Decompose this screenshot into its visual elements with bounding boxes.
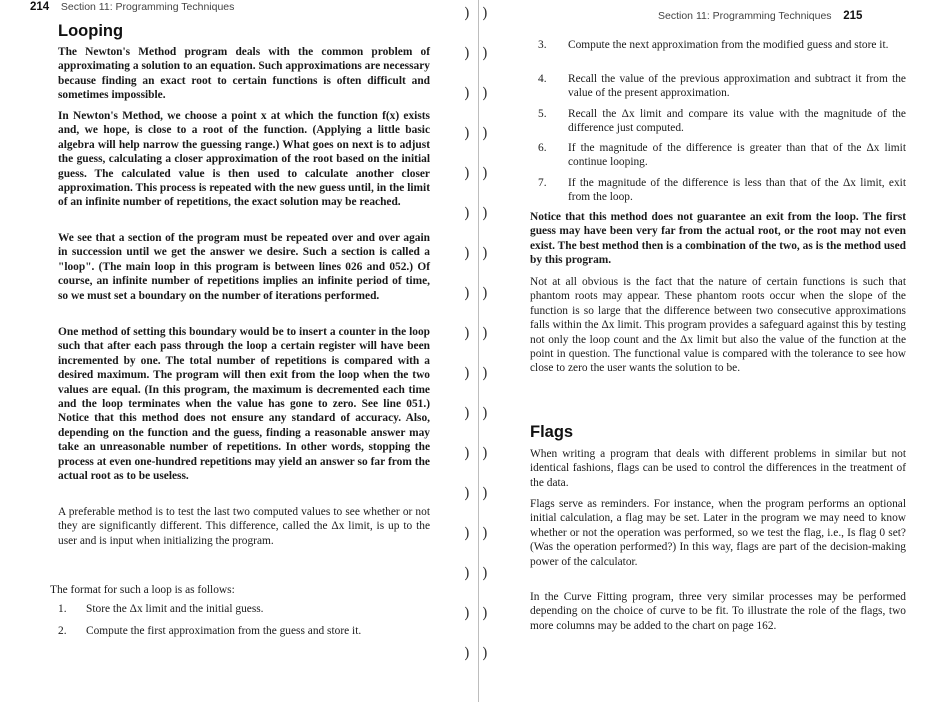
left-page	[0, 0, 460, 702]
right-page-number: 215	[843, 10, 863, 22]
left-paragraph-1: The Newton's Method program deals with the common problem of approximating a solution to an equation. Such approximations are necessary because finding an exact root to certain functions is often difficult and sometimes impossible.	[58, 46, 430, 102]
heading-looping: Looping	[58, 22, 124, 40]
list-item-text: Recall the value of the previous approximation and subtract it from the value of the present approximation.	[568, 73, 906, 100]
right-section-title: Section 11: Programming Techniques	[658, 10, 832, 22]
list-item-text: Compute the next approximation from the modified guess and store it.	[568, 39, 889, 51]
right-page	[500, 0, 950, 702]
right-paragraph-5: In the Curve Fitting program, three very similar processes may be performed depending on the choice of curve to be fit. To illustrate the role of the flags, two more columns may be added to the chart on page 162.	[530, 591, 906, 632]
right-paragraph-4: Flags serve as reminders. For instance, when the program performs an optional initial calculation, a flag may be set. Later in the program we may need to know whether or not the operation was performed, so we test the flag, i.e., Is flag 0 set? (Was the operation performed?) In this way, flags are part of the decision-making power of the calculator.	[530, 498, 906, 568]
left-page-number: 214	[30, 1, 50, 13]
right-running-head	[658, 10, 862, 22]
list-item-text: Recall the Δx limit and compare its value with the magnitude of the difference just computed.	[568, 108, 906, 135]
list-item-text: If the magnitude of the difference is less than that of the Δx limit, exit from the loop.	[568, 177, 906, 204]
right-paragraph-3: When writing a program that deals with different problems in similar but not identical fashions, flags can be used to control the differences in the treatment of the data.	[530, 448, 906, 489]
list-item-text: Store the Δx limit and the initial guess.	[86, 603, 264, 615]
list-item-number: 2.	[58, 625, 67, 637]
list-item-number: 6.	[538, 142, 547, 154]
left-paragraph-5: A preferable method is to test the last two computed values to see whether or not they are significantly different. This difference, called the Δx limit, is up to the user and is input when initializing the program.	[58, 506, 430, 547]
book-gutter: ) ) ) ) ) ) ) ) ) ) ) ) ) ) ) ) ) ) ) ) ) ) ) ) ) ) ) ) ) ) ) ) ) )	[448, 0, 500, 702]
left-paragraph-3: We see that a section of the program must be repeated over and over again in succession until we get the answer we desire. Such a section is called a "loop". (The main loop in this program is between lines 026 and 052.) Of course, an infinite number of repetitions implies an infinite period of time, so we must set a boundary on the number of iterations performed.	[58, 232, 430, 302]
left-section-title: Section 11: Programming Techniques	[60, 1, 235, 13]
list-item-text: Compute the first approximation from the guess and store it.	[86, 625, 362, 637]
list-item-text: If the magnitude of the difference is greater than that of the Δx limit continue looping.	[568, 142, 906, 169]
left-paragraph-4: One method of setting this boundary would be to insert a counter in the loop such that after each pass through the loop a certain register will have been incremented by one. The total number of repetitions is compared with a desired maximum. The program will then exit from the loop when the two values are equal. (In this program, the maximum is decremented each time and the loop terminates when the value has gone to zero. See line 051.) Notice that this method does not ensure any standard of accuracy. Also, depending on the function and the guess, finding a reasonable answer may take an unreasonable number of repetitions. In other words, stopping the process at even one-hundred repetitions may yield an answer so far from the actual root as to be useless.	[58, 326, 430, 483]
left-running-head	[30, 1, 234, 13]
left-paragraph-2: In Newton's Method, we choose a point x at which the function f(x) exists and, we hope, is close to a root of the function. (Applying a little basic algebra will help narrow the guessing range.) What goes on next is to adjust the guess, calculating a closer approximation of the root based on the initial guess. The calculated value is then used to calculate another closer approximation. This process is repeated with the new guess until, in the limit of an infinite number of repetitions, the exact solution may be reached.	[58, 110, 430, 209]
heading-flags: Flags	[530, 423, 574, 441]
list-item-number: 4.	[538, 73, 547, 85]
gutter-fold-line	[478, 0, 479, 702]
right-paragraph-1: Notice that this method does not guarantee an exit from the loop. The first guess may have been very far from the actual root, or the root may not even exist. The best method then is a combination of the two, as is the method used by this program.	[530, 211, 906, 267]
list-item-number: 3.	[538, 39, 547, 51]
right-paragraph-2: Not at all obvious is the fact that the nature of certain functions is such that phantom roots may appear. These phantom roots occur when the slope of the function is so large that the difference between two consecutive approximations falls within the Δx limit. This program provides a safeguard against this by testing not only the loop count and the Δx limit but also the value of the function at the point in question. The functional value is compared with the tolerance to see how close to zero the user wants the solution to be.	[530, 276, 906, 375]
list-item-number: 5.	[538, 108, 547, 120]
list-item-number: 7.	[538, 177, 547, 189]
left-paragraph-6: The format for such a loop is as follows:	[50, 584, 235, 596]
list-item-number: 1.	[58, 603, 67, 615]
